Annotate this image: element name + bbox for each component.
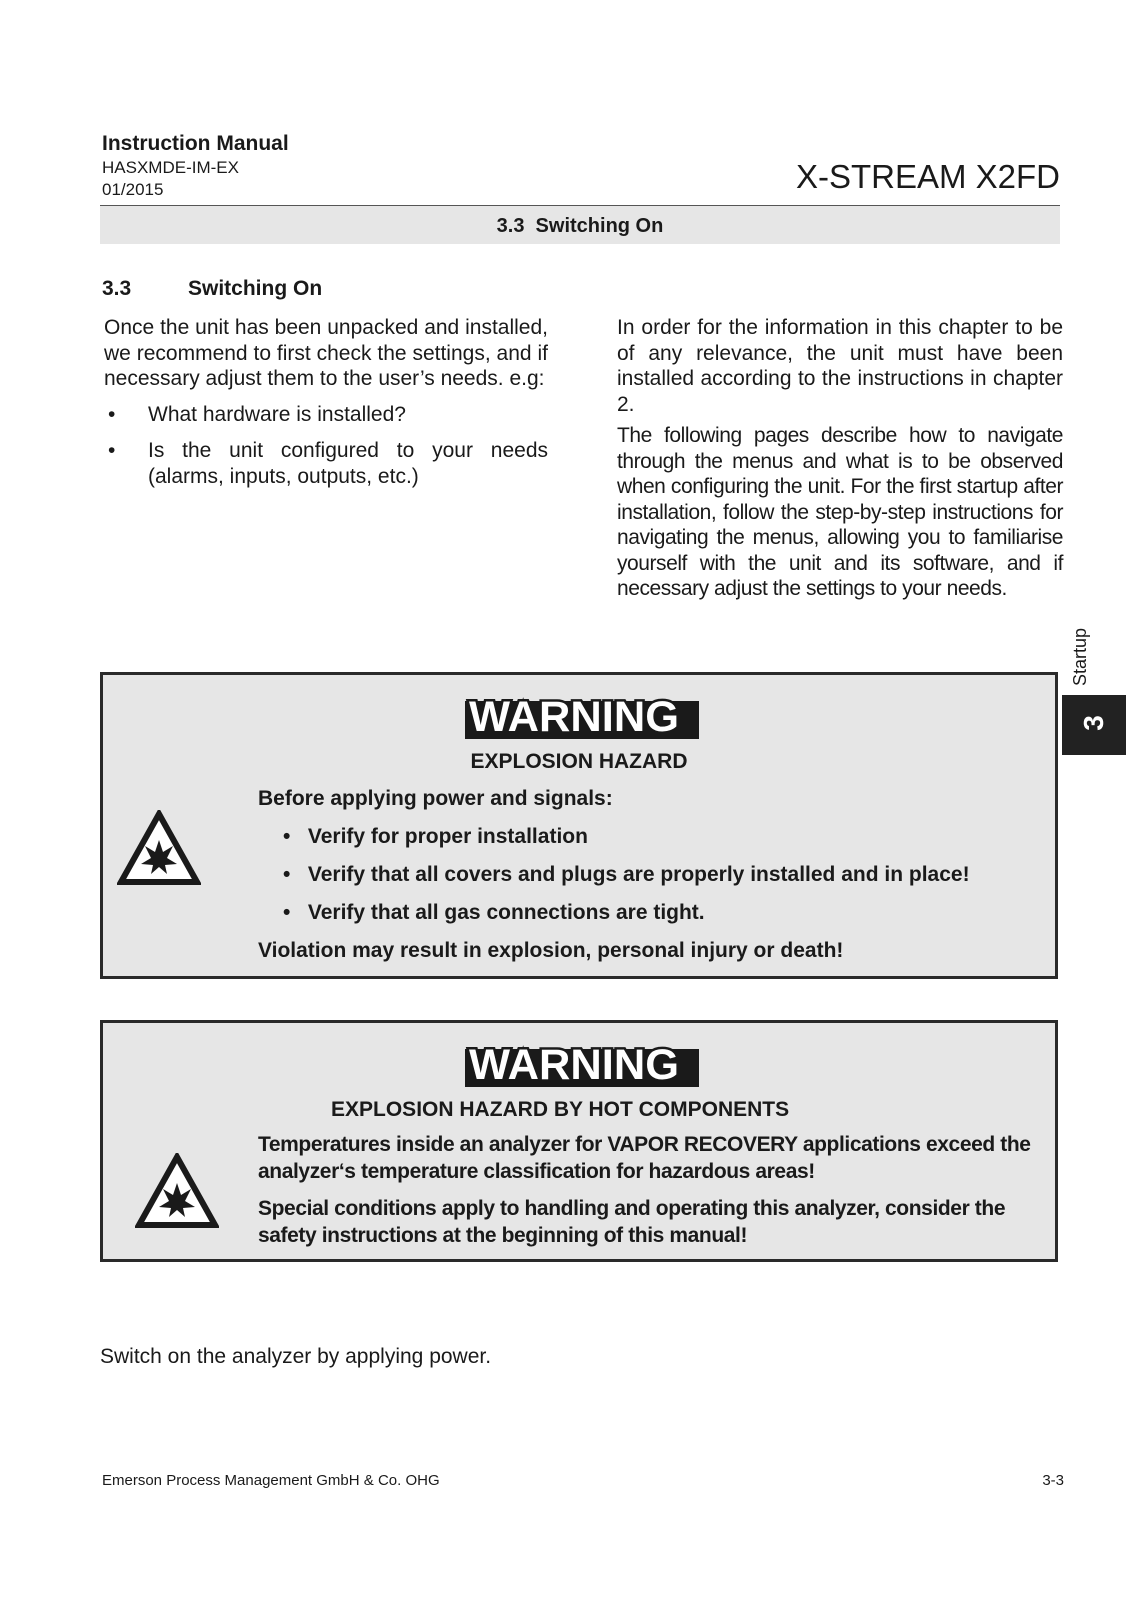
left-column <box>104 315 548 500</box>
warning-bullet <box>283 825 588 849</box>
warning-label-text: WARNING <box>469 695 679 739</box>
bullet-icon: • <box>283 901 291 924</box>
right-column <box>617 315 1063 608</box>
section-title: Switching On <box>188 277 323 300</box>
warning-closing: Violation may result in explosion, personal injury or death! <box>258 939 844 962</box>
warning-label-text: WARNING <box>469 1043 679 1087</box>
relevance-paragraph: In order for the information in this chapter to be of any relevance, the unit must have been installed according to the instructions in chapter 2. <box>617 316 1063 416</box>
list-item <box>104 438 548 489</box>
check-list <box>104 402 548 490</box>
section-bar-label: 3.3 Switching On <box>496 215 664 237</box>
explosion-hazard-icon <box>117 810 201 886</box>
intro-paragraph: Once the unit has been unpacked and installed, we recommend to first check the settings, and if necessary adjust them to the user’s needs. e.g: <box>104 316 548 390</box>
list-item-text: Is the unit configured to your needs (alarms, inputs, outputs, etc.) <box>148 439 548 488</box>
chapter-tab <box>1062 695 1126 755</box>
explosion-hazard-icon <box>135 1153 219 1229</box>
document-date: 01/2015 <box>102 180 164 199</box>
bullet-icon: • <box>108 402 116 426</box>
list-item-text: What hardware is installed? <box>148 402 406 426</box>
warning-label <box>465 1043 699 1087</box>
section-bar <box>100 206 1060 244</box>
chapter-tab-number: 3 <box>1078 715 1109 731</box>
warning-box-explosion <box>100 672 1058 979</box>
footer-company: Emerson Process Management GmbH & Co. OHG <box>102 1472 440 1489</box>
list-item <box>104 402 548 428</box>
warning-bullet <box>283 863 970 887</box>
manual-title: Instruction Manual <box>102 132 289 155</box>
warning-box-hot-components <box>100 1020 1058 1262</box>
bullet-icon: • <box>283 825 291 848</box>
warning-paragraph: Temperatures inside an analyzer for VAPOR RECOVERY applications exceed the analyzer‘s temperature classification for hazardous areas! <box>258 1133 1031 1183</box>
warning-bullet-text: Verify for proper installation <box>307 825 588 848</box>
section-number: 3.3 <box>102 277 132 300</box>
bullet-icon: • <box>283 863 291 886</box>
warning-bullet <box>283 901 705 925</box>
bullet-icon: • <box>108 439 116 462</box>
warning-heading: EXPLOSION HAZARD <box>470 750 688 773</box>
chapter-tab-label: Startup <box>1070 627 1090 687</box>
document-code: HASXMDE-IM-EX <box>102 158 239 177</box>
warning-heading: EXPLOSION HAZARD BY HOT COMPONENTS <box>331 1098 790 1121</box>
navigation-paragraph: The following pages describe how to navigate through the menus and what is to be observed when configuring the unit. For the first startup after installation, follow the step-by-step instructions for navigating the menus, allowing you to familiarise yourself with the unit and its software, and if necessary adjust the settings to your needs. <box>617 424 1063 600</box>
warning-label <box>465 695 699 739</box>
power-on-instruction: Switch on the analyzer by applying power. <box>100 1345 492 1368</box>
product-name: X-STREAM X2FD <box>795 158 1060 195</box>
warning-bullet-text: Verify that all covers and plugs are properly installed and in place! <box>307 863 970 886</box>
warning-lead: Before applying power and signals: <box>258 787 613 810</box>
page-number: 3-3 <box>1042 1472 1064 1489</box>
warning-bullet-text: Verify that all gas connections are tight. <box>307 901 705 924</box>
warning-paragraph: Special conditions apply to handling and operating this analyzer, consider the safety instructions at the beginning of this manual! <box>258 1197 1006 1247</box>
